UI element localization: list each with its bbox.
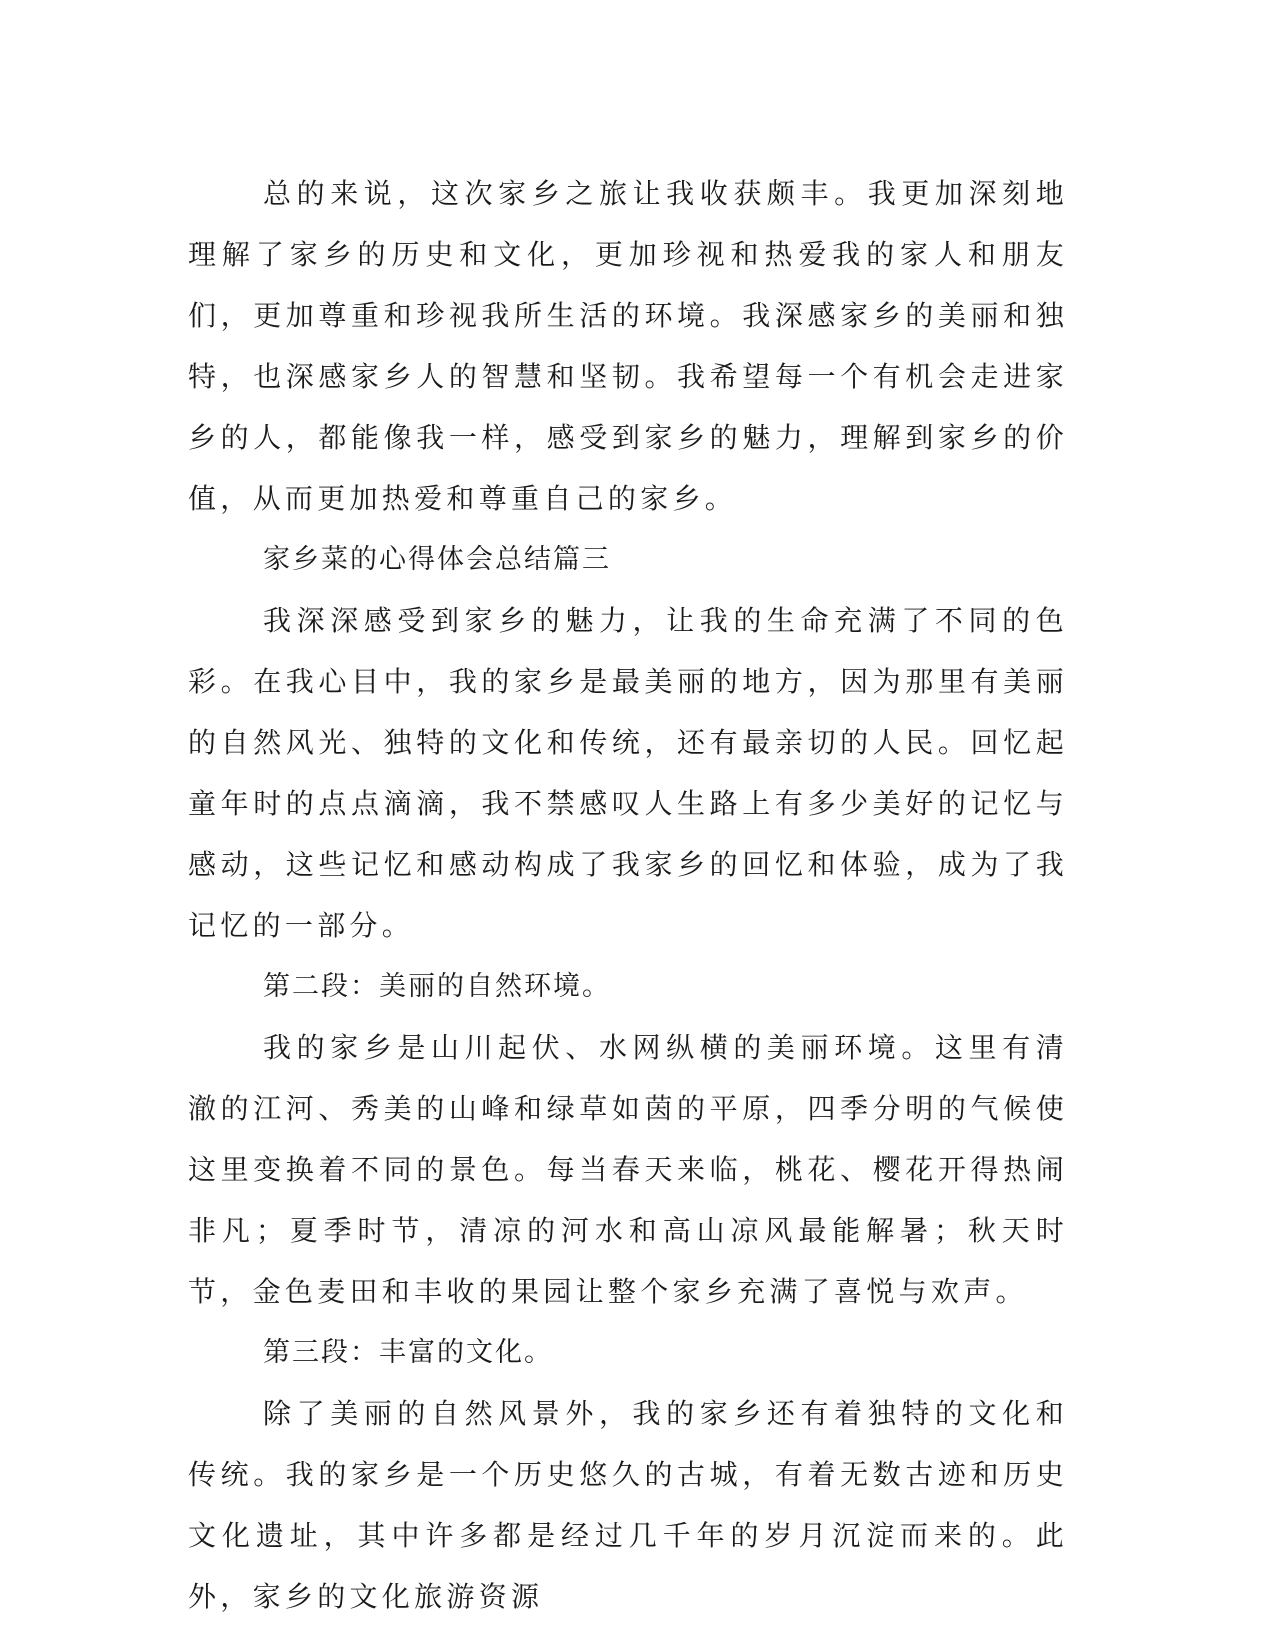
- section-heading-2: 第二段：美丽的自然环境。: [263, 971, 611, 1002]
- paragraph-nature: 我的家乡是山川起伏、水网纵横的美丽环境。这里有清澈的江河、秀美的山峰和绿草如茵的平原，四季分明的气候使这里变换着不同的景色。每当春天来临，桃花、樱花开得热闹非凡；夏季时节，清凉的河水和高山凉风最能解暑；秋天时节，金色麦田和丰收的果园让整个家乡充满了喜悦与欢声。: [188, 1031, 1068, 1308]
- paragraph-intro: 我深深感受到家乡的魅力，让我的生命充满了不同的色彩。在我心目中，我的家乡是最美丽的地方，因为那里有美丽的自然风光、独特的文化和传统，还有最亲切的人民。回忆起童年时的点点滴滴，我不禁感叹人生路上有多少美好的记忆与感动，这些记忆和感动构成了我家乡的回忆和体验，成为了我记忆的一部分。: [188, 604, 1068, 942]
- section-heading-3: 第三段：丰富的文化。: [263, 1337, 553, 1368]
- paragraph-culture: 除了美丽的自然风景外，我的家乡还有着独特的文化和传统。我的家乡是一个历史悠久的古城，有着无数古迹和历史文化遗址，其中许多都是经过几千年的岁月沉淀而来的。此外，家乡的文化旅游资源: [188, 1397, 1068, 1613]
- paragraph-conclusion: 总的来说，这次家乡之旅让我收获颇丰。我更加深刻地理解了家乡的历史和文化，更加珍视和热爱我的家人和朋友们，更加尊重和珍视我所生活的环境。我深感家乡的美丽和独特，也深感家乡人的智慧和坚韧。我希望每一个有机会走进家乡的人，都能像我一样，感受到家乡的魅力，理解到家乡的价值，从而更加热爱和尊重自己的家乡。: [188, 177, 1068, 515]
- document-body: [188, 163, 1068, 1627]
- section-title: 家乡菜的心得体会总结篇三: [263, 544, 611, 575]
